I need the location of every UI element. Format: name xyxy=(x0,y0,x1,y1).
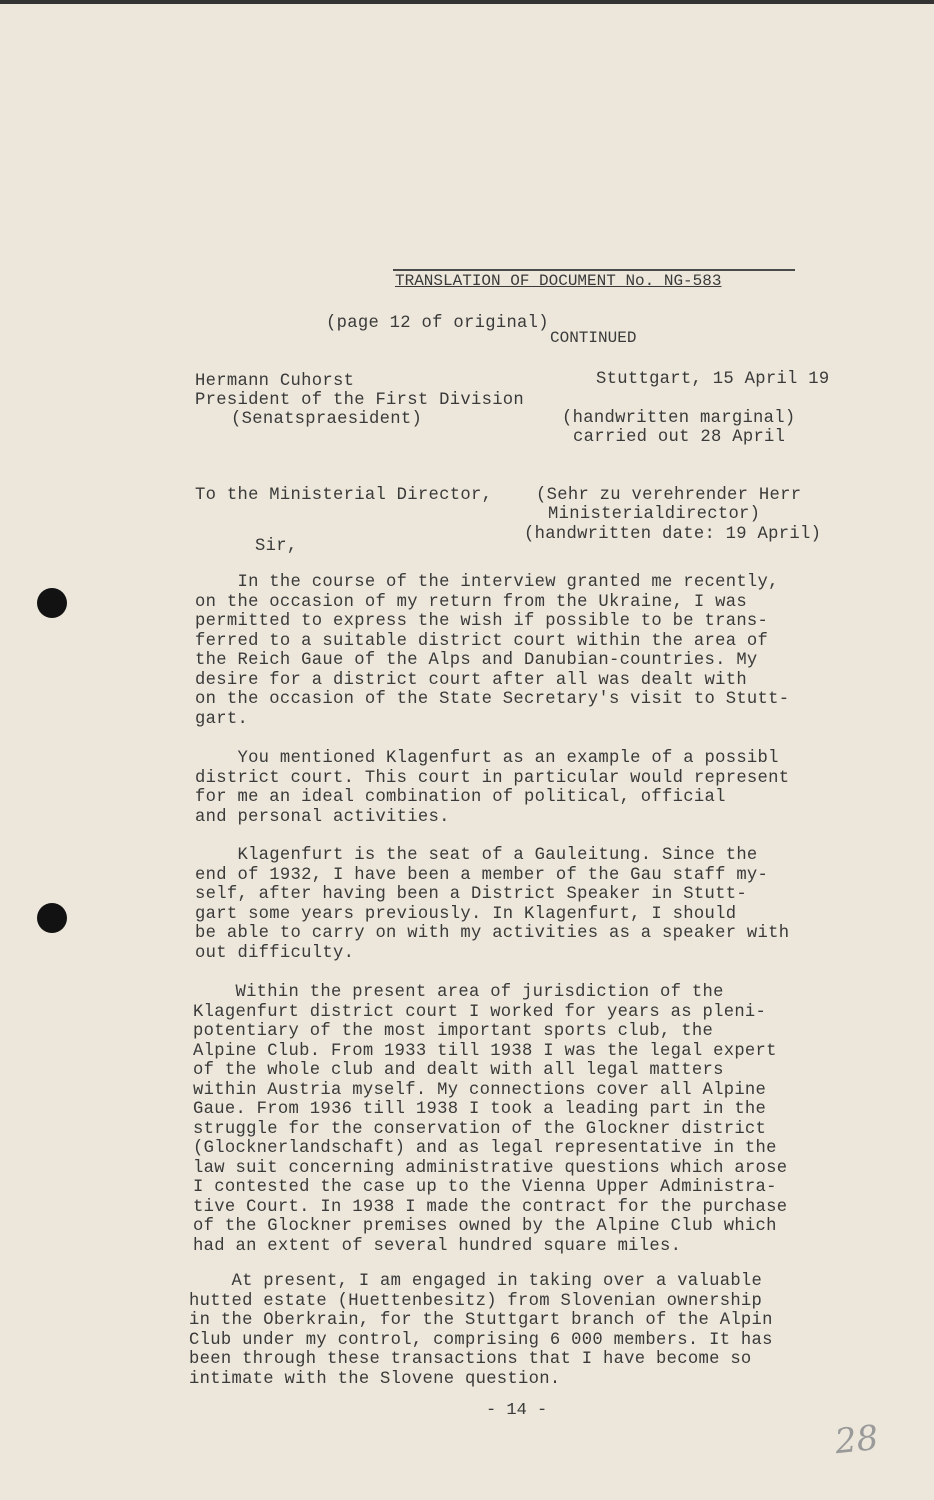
header-rule xyxy=(393,269,795,271)
marginal-note: (handwritten marginal) xyxy=(562,409,796,428)
dateline: Stuttgart, 15 April 19 xyxy=(596,370,830,389)
paragraph-5: At present, I am engaged in taking over a valuable hutted estate (Huettenbesitz) from Slovenian ownership in the Oberkrain, for the Stuttgart branch of the Alpin Club under my control, comprising 6 000 members. It has been through these transactions that I have become so intimate with the Slovene question. xyxy=(189,1272,773,1389)
addressee-line: To the Ministerial Director, xyxy=(195,486,493,505)
document-header xyxy=(395,234,795,367)
addressee-german: (Sehr zu verehrender Herr xyxy=(536,486,802,505)
page-top-edge xyxy=(0,0,934,4)
paragraph-3: Klagenfurt is the seat of a Gauleitung. Since the end of 1932, I have been a member of the Gau staff my- self, after having been a District Speaker in Stutt- gart some years previously. In Klagenfurt, I should be able to carry on with my activities as a speaker with out difficulty. xyxy=(195,846,790,963)
addressee-german-cont: Ministerialdirector) xyxy=(548,505,761,524)
handwritten-margin-mark: 28 xyxy=(833,1417,881,1463)
salutation: Sir, xyxy=(255,537,298,556)
paragraph-4: Within the present area of jurisdiction of the Klagenfurt district court I worked for years as pleni- potentiary of the most important sports club, the Alpine Club. From 1933 till 1938 I was the legal expert of the whole club and dealt with all legal matters within Austria myself. My connections cover all Alpine Gaue. From 1936 till 1938 I took a leading part in the struggle for the conservation of the Glockner district (Glocknerlandschaft) and as legal representative in the law suit concerning administrative questions which arose I contested the case up to the Vienna Upper Administra- tive Court. In 1938 I made the contract for the purchase of the Glockner premises owned by the Alpine Club which had an extent of several hundred square miles. xyxy=(193,983,788,1256)
document-subtitle: CONTINUED xyxy=(550,329,637,347)
punch-hole-bottom xyxy=(37,903,67,933)
handwritten-date: (handwritten date: 19 April) xyxy=(524,525,822,544)
page-number: - 14 - xyxy=(486,1401,548,1420)
sender-name: Hermann Cuhorst xyxy=(195,372,355,391)
sender-position: President of the First Division xyxy=(195,391,525,410)
paragraph-2: You mentioned Klagenfurt as an example of a possibl district court. This court in particular would represent for me an ideal combination of political, official and personal activities. xyxy=(195,749,790,827)
sender-german-title: (Senatspraesident) xyxy=(231,410,423,429)
paragraph-1: In the course of the interview granted me recently, on the occasion of my return from the Ukraine, I was permitted to express the wish if possible to be trans- ferred to a suitable district court within the area of the Reich Gaue of the Alps and Danubian-countries. My desire for a district court after all was dealt with on the occasion of the State Secretary's visit to Stutt- gart. xyxy=(195,573,790,729)
punch-hole-top xyxy=(37,588,67,618)
document-title: TRANSLATION OF DOCUMENT No. NG-583 xyxy=(395,272,722,290)
marginal-note-detail: carried out 28 April xyxy=(573,428,786,447)
page-reference: (page 12 of original) xyxy=(326,314,549,333)
